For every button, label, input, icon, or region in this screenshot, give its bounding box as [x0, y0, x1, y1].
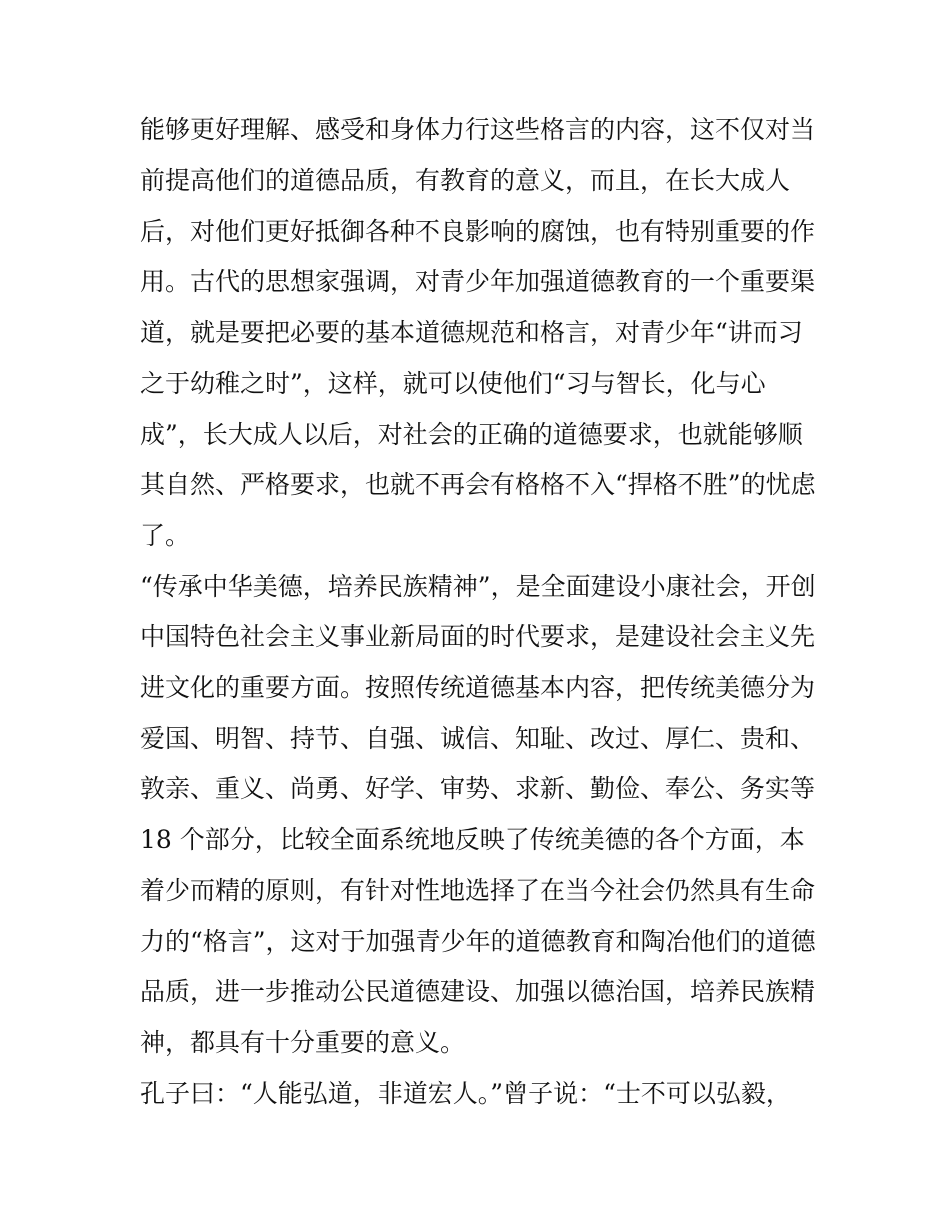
text-line: 前提高他们的道德品质，有教育的意义，而且，在长大成人 — [140, 166, 791, 195]
text-line: 中国特色社会主义事业新局面的时代要求，是建设社会主义先 — [140, 622, 816, 651]
text-line: 神，都具有十分重要的意义。 — [140, 1028, 466, 1057]
text-line: 孔子曰：“人能弘道，非道宏人。”曾子说：“士不可以弘毅， — [140, 1079, 791, 1108]
text-line: 品质，进一步推动公民道德建设、加强以德治国，培养民族精 — [140, 977, 816, 1006]
text-line: 能够更好理解、感受和身体力行这些格言的内容，这不仅对当 — [140, 115, 816, 144]
text-line: “传承中华美德，培养民族精神”，是全面建设小康社会，开创 — [140, 572, 816, 601]
text-line: 进文化的重要方面。按照传统道德基本内容，把传统美德分为 — [140, 673, 816, 702]
text-line: 了。 — [140, 521, 191, 550]
text-line: 爱国、明智、持节、自强、诚信、知耻、改过、厚仁、贵和、 — [140, 724, 816, 753]
text-line: 力的“格言”，这对于加强青少年的道德教育和陶冶他们的道德 — [140, 927, 816, 956]
text-line: 之于幼稚之时”，这样，就可以使他们“习与智长，化与心 — [140, 369, 766, 398]
text-line: 其自然、严格要求，也就不再会有格格不入“捍格不胜”的忧虑 — [140, 470, 816, 499]
text-line: 成”，长大成人以后，对社会的正确的道德要求，也就能够顺 — [140, 420, 803, 449]
text-line: 敦亲、重义、尚勇、好学、审势、求新、勤俭、奉公、务实等 — [140, 774, 816, 803]
text-line: 后，对他们更好抵御各种不良影响的腐蚀，也有特别重要的作 — [140, 217, 816, 246]
text-line: 着少而精的原则，有针对性地选择了在当今社会仍然具有生命 — [140, 876, 816, 905]
text-line: 18 个部分，比较全面系统地反映了传统美德的各个方面，本 — [140, 825, 805, 854]
text-line: 用。古代的思想家强调，对青少年加强道德教育的一个重要渠 — [140, 267, 816, 296]
text-line: 道，就是要把必要的基本道德规范和格言，对青少年“讲而习 — [140, 318, 803, 347]
